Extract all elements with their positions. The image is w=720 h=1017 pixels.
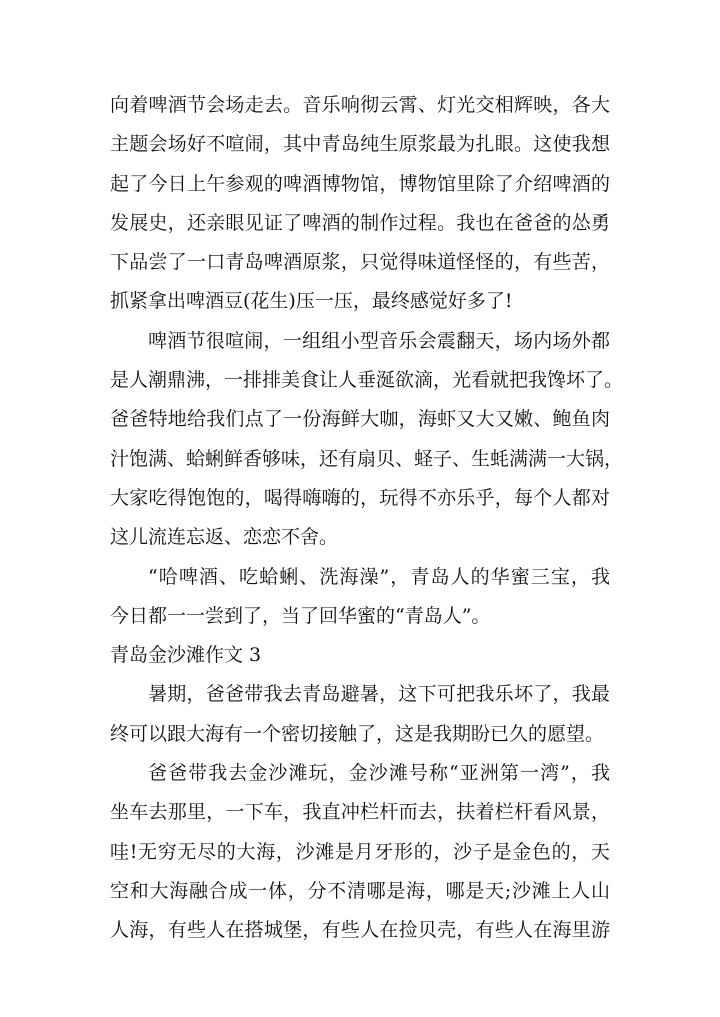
text-line: 爸爸特地给我们点了一份海鲜大咖，海虾又大又嫩、鲍鱼肉 <box>110 408 610 431</box>
text-line: 大家吃得饱饱的，喝得嗨嗨的，玩得不亦乐乎，每个人都对 <box>110 486 610 509</box>
text-line: 这儿流连忘返、恋恋不舍。 <box>110 526 339 549</box>
text-line: 抓紧拿出啤酒豆(花生)压一压，最终感觉好多了! <box>110 290 513 313</box>
text-line: 暑期，爸爸带我去青岛避暑，这下可把我乐坏了，我最 <box>148 683 610 706</box>
text-line: “哈啤酒、吃蛤蜊、洗海澡”，青岛人的华蜜三宝，我 <box>148 565 610 588</box>
text-line: 终可以跟大海有一个密切接触了，这是我期盼已久的愿望。 <box>110 722 605 745</box>
text-line: 爸爸带我去金沙滩玩，金沙滩号称“亚洲第一湾”，我 <box>148 762 610 785</box>
text-line: 人海，有些人在搭城堡，有些人在捡贝壳，有些人在海里游 <box>110 919 610 942</box>
text-line: 起了今日上午参观的啤酒博物馆，博物馆里除了介绍啤酒的 <box>110 172 610 195</box>
text-line: 今日都一一尝到了，当了回华蜜的“青岛人”。 <box>110 604 491 627</box>
document-body <box>110 86 624 951</box>
section-heading: 青岛金沙滩作文 3 <box>110 644 262 667</box>
text-line: 向着啤酒节会场走去。音乐响彻云霄、灯光交相辉映，各大 <box>110 94 610 116</box>
text-line: 发展史，还亲眼见证了啤酒的制作过程。我也在爸爸的怂勇 <box>110 211 610 234</box>
text-line: 主题会场好不喧闹，其中青岛纯生原浆最为扎眼。这使我想 <box>110 133 610 156</box>
text-line: 是人潮鼎沸，一排排美食让人垂涎欲滴，光看就把我馋坏了。 <box>110 369 624 392</box>
text-line: 汁饱满、蛤蜊鲜香够味，还有扇贝、蛏子、生蚝满满一大锅， <box>110 447 624 470</box>
text-line: 下品尝了一口青岛啤酒原浆，只觉得味道怪怪的，有些苦， <box>110 251 610 274</box>
text-line: 坐车去那里，一下车，我直冲栏杆而去，扶着栏杆看风景， <box>110 801 610 824</box>
text-line: 哇!无穷无尽的大海，沙滩是月牙形的，沙子是金色的，天 <box>110 840 610 863</box>
text-line: 啤酒节很喧闹，一组组小型音乐会震翻天，场内场外都 <box>148 329 610 352</box>
text-line: 空和大海融合成一体，分不清哪是海，哪是天;沙滩上人山 <box>110 879 610 902</box>
